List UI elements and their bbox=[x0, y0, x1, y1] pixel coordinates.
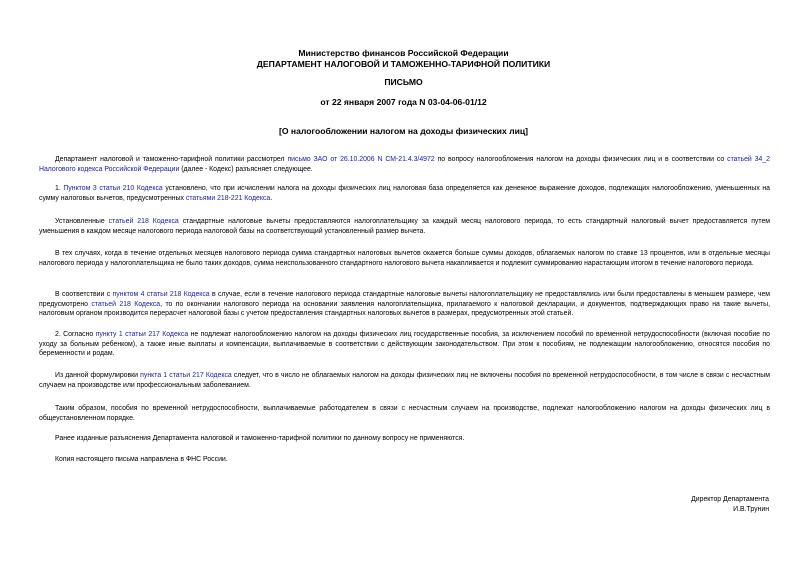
paragraph-8 bbox=[39, 404, 770, 423]
text: Таким образом, пособия по временной нетрудоспособности, выплачиваемые работодателем в связи с несчастным случаем на производстве, подлежат налогообложению налогом на доходы физических лиц в общеустановленном порядке. bbox=[39, 405, 770, 422]
link-article-217-p1-b[interactable]: пункта 1 статьи 217 Кодекса bbox=[140, 372, 232, 379]
text: Ранее изданные разъяснения Департамента налоговой и таможенно-тарифной политики по данному вопросу не применяются. bbox=[55, 435, 465, 442]
text: Установленные bbox=[55, 218, 109, 225]
text: . bbox=[270, 194, 273, 202]
signature-name: И.В.Трунин bbox=[733, 506, 769, 513]
text: 1. bbox=[55, 185, 64, 192]
text: установлено, что при исчислении налога на доходы физических лиц налоговая база определяется как денежное выражение доходов, подлежащих налогообложению, уменьшенных на сумму налоговых вычетов, предусмотренных bbox=[39, 185, 771, 202]
ministry-name: Министерство финансов Российской Федерации bbox=[298, 48, 509, 58]
text: Из данной формулировки bbox=[55, 372, 141, 379]
text: следует, что в число не облагаемых налогом на доходы физических лиц не включены пособия по временной нетрудоспособности, в том числе в связи с несчастным случаем на производстве или профессиональным заболеванием. bbox=[39, 372, 770, 389]
department-name: ДЕПАРТАМЕНТ НАЛОГОВОЙ И ТАМОЖЕННО-ТАРИФНОЙ ПОЛИТИКИ bbox=[256, 58, 551, 69]
text: не подлежат налогообложению налогом на доходы физических лиц государственные пособия, за исключением пособий по временной нетрудоспособности (включая пособие по уходу за больным ребенком), а также иные выплаты и компенсации, выплачиваемые в соответствии с действующим законодательством. При этом к пособиям, не подлежащим налогообложению, относятся пособия по беременности и родам. bbox=[39, 331, 770, 358]
link-article-218-b[interactable]: статьей 218 Кодекса bbox=[91, 300, 161, 308]
paragraph-3 bbox=[39, 217, 770, 236]
text: Департамент налоговой и таможенно-тарифной политики рассмотрел bbox=[55, 156, 288, 163]
link-article-34-2[interactable]: статьей 34_2 Налогового кодекса Российской Федерации bbox=[39, 156, 770, 173]
paragraph-10 bbox=[39, 455, 770, 465]
text: Копия настоящего письма направлена в ФНС России. bbox=[55, 456, 228, 463]
text: В соответствии с bbox=[55, 291, 113, 298]
paragraph-6 bbox=[39, 330, 770, 359]
link-article-218-p4[interactable]: пунктом 4 статьи 218 Кодекса bbox=[112, 291, 210, 298]
document-subject: [О налогообложении налогом на доходы физических лиц] bbox=[278, 126, 529, 136]
text: стандартные налоговые вычеты предоставляются налогоплательщику за каждый месяц налогового периода, то есть стандартный налоговый вычет предоставляется путем уменьшения в каждом месяце налогового периода налоговой базы на соответствующий установленный размер вычета. bbox=[39, 218, 771, 235]
document-date-number: от 22 января 2007 года N 03-04-06-01/12 bbox=[320, 97, 487, 107]
link-articles-218-221[interactable]: статьями 218-221 Кодекса bbox=[185, 194, 271, 202]
paragraph-7 bbox=[39, 371, 770, 390]
paragraph-1 bbox=[39, 155, 770, 174]
signature-block bbox=[691, 495, 769, 515]
text: 2. Согласно bbox=[55, 331, 96, 338]
text: в случае, если в течение налогового периода стандартные налоговые вычеты налогоплательщику не предоставлялись или были предоставлены в меньшем размере, чем предусмотрено bbox=[39, 291, 771, 308]
link-letter-zao[interactable]: письмо ЗАО от 26.10.2006 N СМ-21.4.3/4972 bbox=[287, 156, 435, 163]
signature-title: Директор Департамента bbox=[691, 496, 769, 503]
text: (далее - Кодекс) разъясняет следующее. bbox=[179, 165, 313, 173]
text: В тех случаях, когда в течение отдельных месяцев налогового периода сумма стандартных налоговых вычетов окажется больше суммы доходов, облагаемых налогом по ставке 13 процентов, или в отдельные месяцы налогового периода у налогоплательщика не было таких доходов, сумма неиспользованного стандартного налогового вычета накапливается и подлежит суммированию нарастающим итогом в течение налогового периода. bbox=[39, 250, 770, 267]
text: по вопросу налогообложения налогом на доходы физических лиц и в соответствии со bbox=[434, 156, 728, 163]
letter-header bbox=[0, 48, 807, 69]
paragraph-5 bbox=[39, 290, 770, 319]
paragraph-9 bbox=[39, 434, 770, 444]
text: , то по окончании налогового периода на основании заявления налогоплательщика, прилагаемого к налоговой декларации, и документов, подтверждающих право на такие вычеты, налоговым органом производится перерасчет налоговой базы с учетом предоставления стандартных налоговых вычетов в размерах, предусмотренных этой статьей. bbox=[39, 300, 771, 318]
paragraph-4 bbox=[39, 249, 770, 268]
link-article-210-p3[interactable]: Пунктом 3 статьи 210 Кодекса bbox=[63, 185, 163, 192]
document-type: ПИСЬМО bbox=[384, 77, 423, 87]
paragraph-2 bbox=[39, 184, 770, 203]
link-article-217-p1[interactable]: пункту 1 статьи 217 Кодекса bbox=[95, 331, 189, 338]
link-article-218[interactable]: статьей 218 Кодекса bbox=[108, 218, 179, 225]
